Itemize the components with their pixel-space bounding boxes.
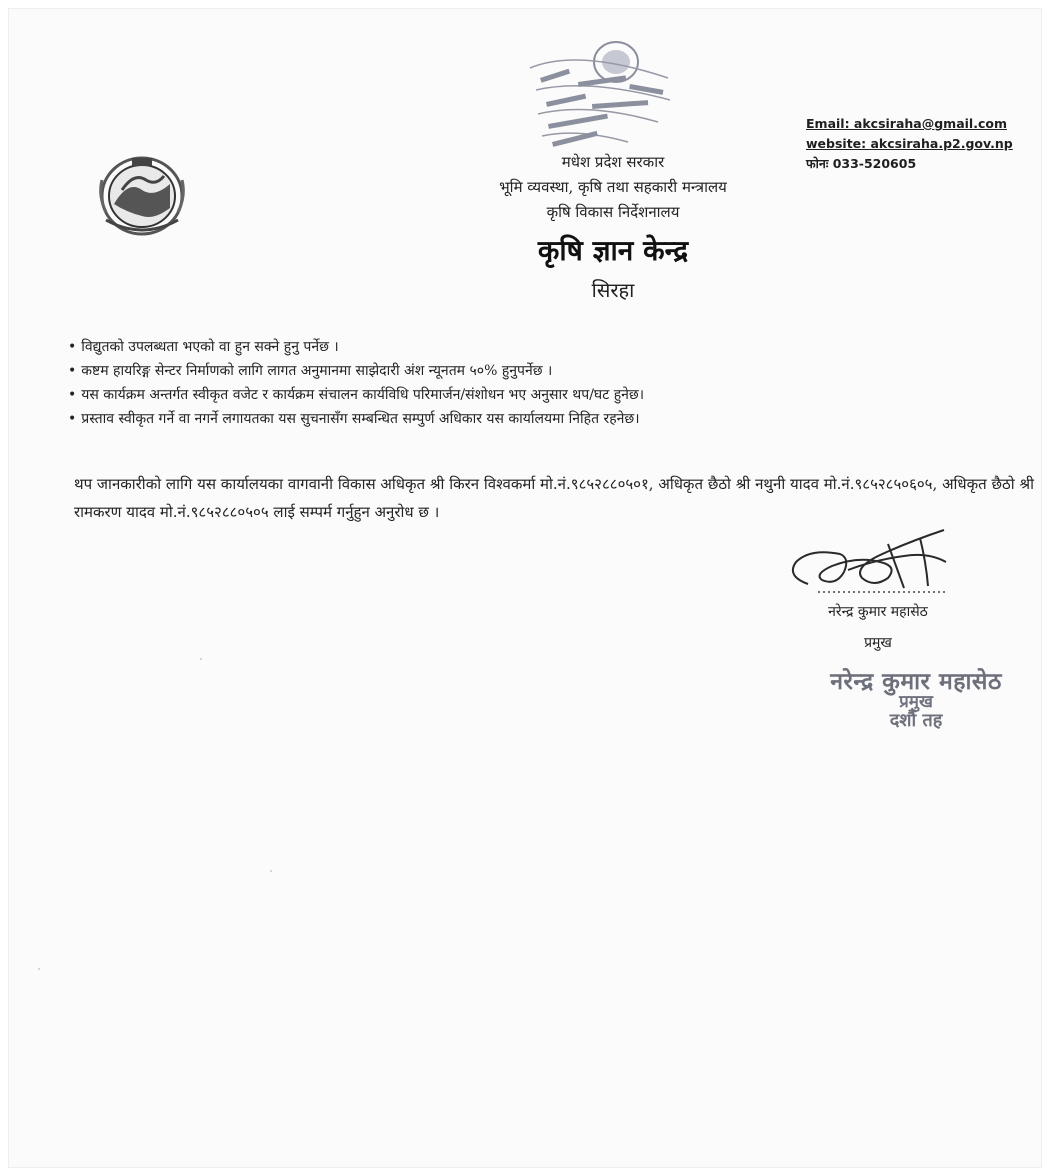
scan-speck — [270, 870, 272, 872]
condition-item: • प्रस्ताव स्वीकृत गर्ने वा नगर्ने लगायतका यस सुचनासँग सम्बन्धित सम्पुर्ण अधिकार यस कार्यालयमा निहित रहनेछ। — [68, 407, 1028, 431]
letterhead-header — [438, 150, 788, 305]
scan-speck — [200, 658, 202, 660]
signatory-name: नरेन्द्र कुमार महासेठ — [828, 604, 928, 620]
office-title: कृषि ज्ञान केन्द्र — [537, 234, 689, 267]
conditions-list — [68, 335, 1028, 431]
directorate-name: कृषि विकास निर्देशनालय — [546, 203, 680, 221]
condition-item: • यस कार्यक्रम अन्तर्गत स्वीकृत वजेट र कार्यक्रम संचालन कार्यविधि परिमार्जन/संशोधन भए अनुसार थप/घट हुनेछ। — [68, 383, 1028, 407]
signatory-designation: प्रमुख — [864, 635, 892, 651]
phone-number: फोनः 033-520605 — [806, 156, 917, 171]
stamp-rank: दशौं तह — [889, 710, 943, 731]
stamp-name: नरेन्द्र कुमार महासेठ — [830, 669, 1002, 695]
nepal-emblem-logo — [94, 150, 190, 238]
stamp-designation: प्रमुख — [899, 692, 933, 712]
handwritten-signature — [778, 526, 958, 602]
office-seal-stamp — [518, 38, 688, 166]
contact-paragraph: थप जानकारीको लागि यस कार्यालयका वागवानी विकास अधिकृत श्री किरन विश्वकर्मा मो.नं.९८५२८८०५०१, अधिकृत छैठो श्री नथुनी यादव मो.नं.९८५२८५०६०५, अधिकृत छैठो श्री रामकरण यादव मो.नं.९८५२८८०५०५ लाई सम्पर्म गर्नुहुन अनुरोध छ । — [74, 475, 1034, 521]
scan-speck — [38, 968, 40, 970]
website-link[interactable]: website: akcsiraha.p2.gov.np — [806, 136, 1013, 151]
contact-info — [806, 114, 1013, 174]
email-link[interactable]: Email: akcsiraha@gmail.com — [806, 116, 1007, 131]
condition-item: • कष्टम हायरिङ्ग सेन्टर निर्माणको लागि लागत अनुमानमा साझेदारी अंश न्यूनतम ५०% हुनुपर्नेछ । — [68, 359, 1028, 383]
letter-page — [8, 8, 1042, 1168]
province-government: मधेश प्रदेश सरकार — [561, 153, 665, 171]
ministry-name: भूमि व्यवस्था, कृषि तथा सहकारी मन्त्रालय — [499, 178, 727, 196]
office-city: सिरहा — [591, 278, 635, 302]
condition-item: • विद्युतको उपलब्धता भएको वा हुन सक्ने हुनु पर्नेछ । — [68, 335, 1028, 359]
